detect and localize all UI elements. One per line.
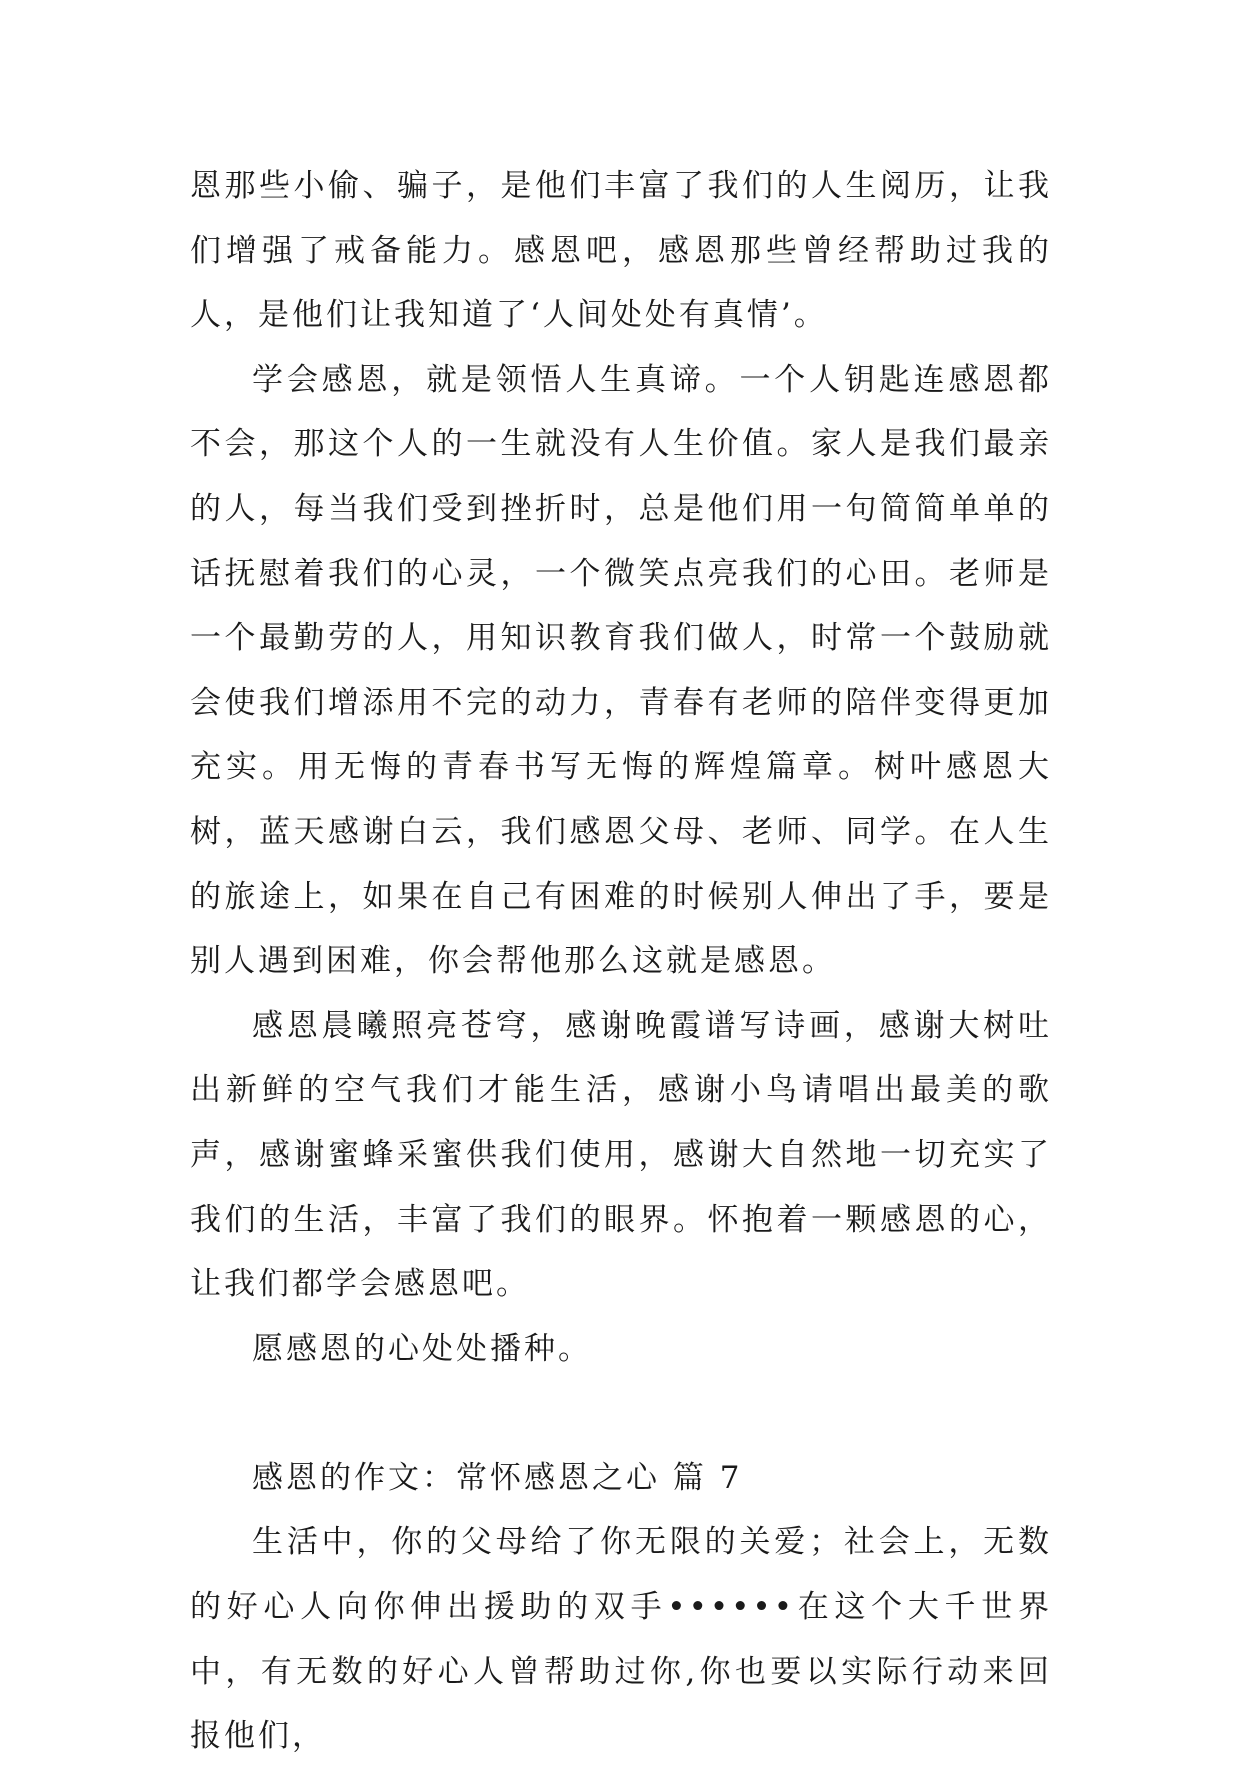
paragraph-thank-nature: 感恩晨曦照亮苍穹，感谢晚霞谱写诗画，感谢大树吐出新鲜的空气我们才能生活，感谢小鸟请唱出最美的歌声，感谢蜜蜂采蜜供我们使用，感谢大自然地一切充实了我们的生活，丰富了我们的眼界。怀抱着一颗感恩的心，让我们都学会感恩吧。 xyxy=(190,1007,1052,1303)
paragraph-life-parents: 生活中，你的父母给了你无限的关爱；社会上，无数的好心人向你伸出援助的双手••••••在这个大千世界中，有无数的好心人曾帮助过你,你也要以实际行动来回报他们， xyxy=(190,1524,1052,1755)
section-title: 感恩的作文：常怀感恩之心 篇 7 xyxy=(252,1459,743,1496)
paragraph-closing-wish: 愿感恩的心处处播种。 xyxy=(252,1330,592,1367)
paragraph-continuation: 恩那些小偷、骗子，是他们丰富了我们的人生阅历，让我们增强了戒备能力。感恩吧，感恩那些曾经帮助过我的人，是他们让我知道了‘人间处处有真情’。 xyxy=(190,168,1052,334)
document-body xyxy=(190,154,1052,1769)
paragraph-learn-gratitude: 学会感恩，就是领悟人生真谛。一个人钥匙连感恩都不会，那这个人的一生就没有人生价值。家人是我们最亲的人，每当我们受到挫折时，总是他们用一句简简单单的话抚慰着我们的心灵，一个微笑点亮我们的心田。老师是一个最勤劳的人，用知识教育我们做人，时常一个鼓励就会使我们增添用不完的动力，青春有老师的陪伴变得更加充实。用无悔的青春书写无悔的辉煌篇章。树叶感恩大树，蓝天感谢白云，我们感恩父母、老师、同学。在人生的旅途上，如果在自己有困难的时候别人伸出了手，要是别人遇到困难，你会帮他那么这就是感恩。 xyxy=(190,361,1052,980)
